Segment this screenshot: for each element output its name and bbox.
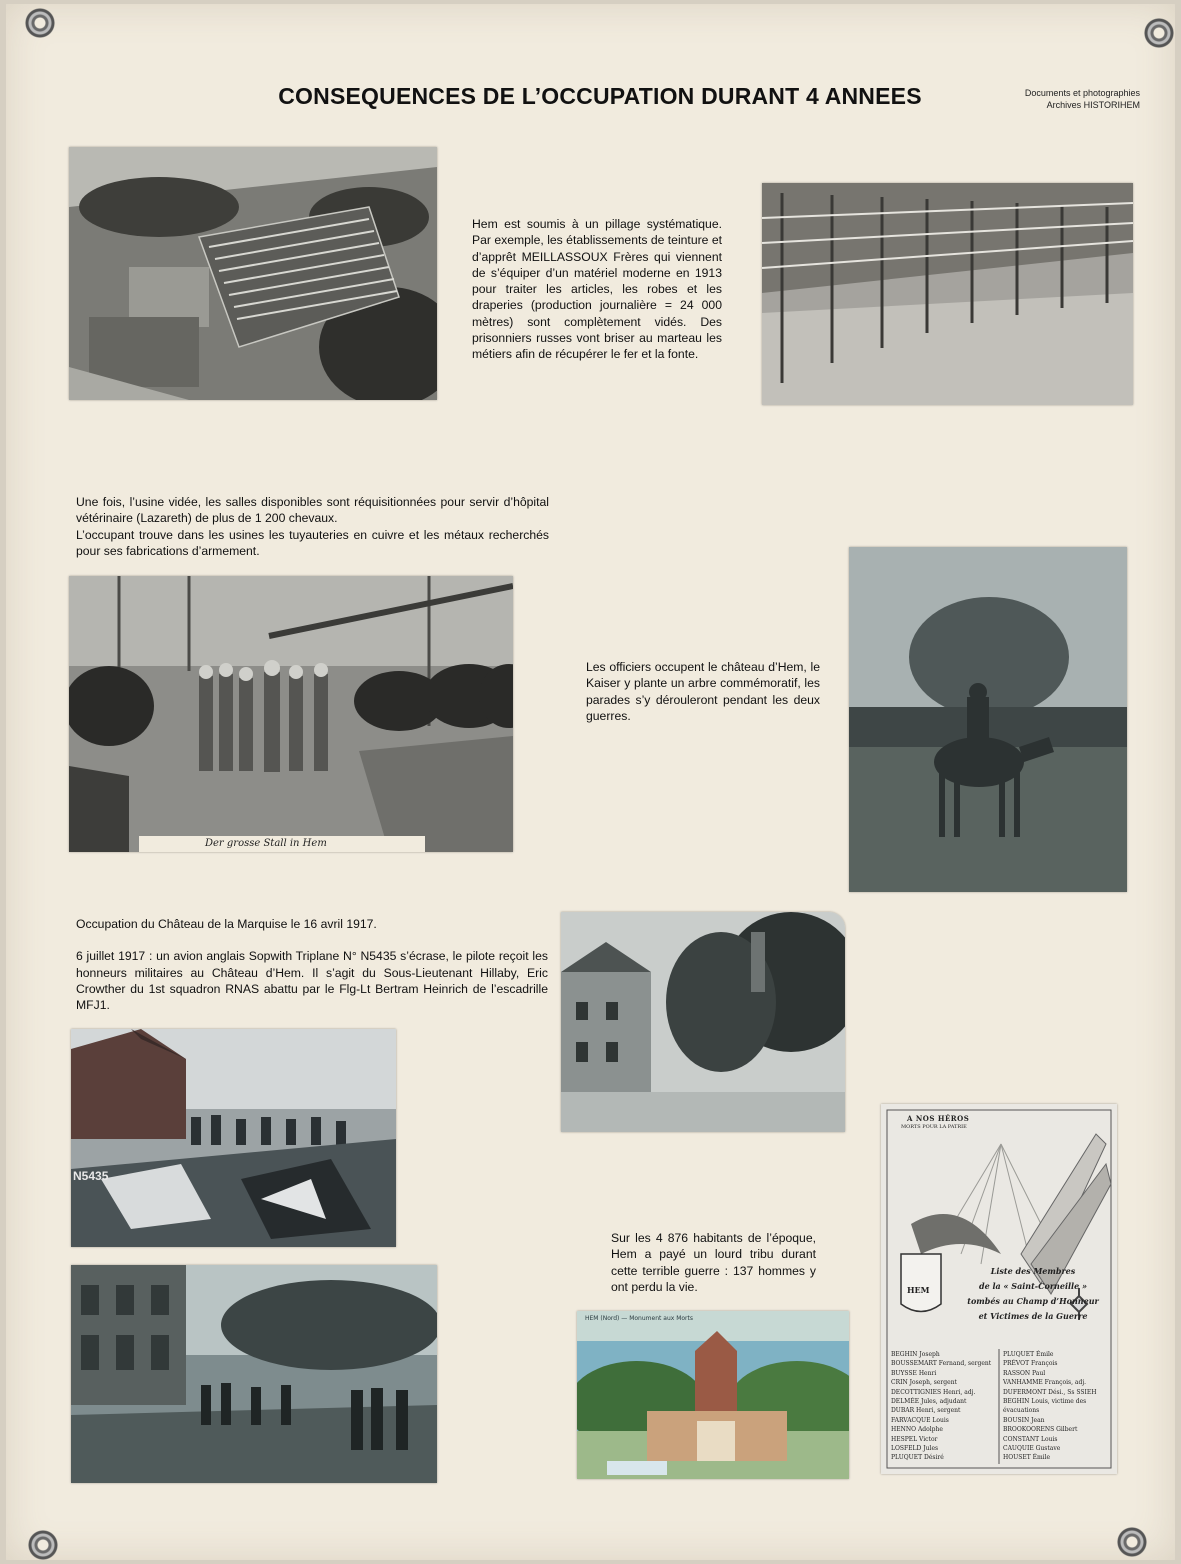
grommet-bottom-left [28,1530,58,1560]
usine-paragraph-1: Une fois, l’usine vidée, les salles disponibles sont réquisitionnées pour servir d’hôpital vétérinaire (Lazareth) de plus de 1 200 chevaux. [76,495,549,526]
habitants-text: Sur les 4 876 habitants de l’époque, Hem a payé un lourd tribu durant cette terrible guerre : 137 hommes y ont perdu la vie. [611,1231,816,1294]
military-honours-photo [71,1265,437,1483]
plaque-names-left [891,1350,999,1463]
plaque-name: CONSTANT Louis [1003,1435,1058,1443]
usine-paragraph-2: L’occupant trouve dans les usines les tuyauteries en cuivre et les métaux recherchés pour ses fabrications d’armement. [76,527,549,558]
kaiser-parade-photo [849,547,1127,892]
plaque-name: LOSFELD Jules [891,1445,939,1453]
plaque-name: PRÉVOT François [1003,1360,1058,1368]
plaque-name: HENNO Adolphe [891,1426,943,1434]
plaque-list-title [953,1264,1113,1324]
pillage-text: Hem est soumis à un pillage systématique. Par exemple, les établissements de teinture et d’apprêt MEILLASSOUX Frères qui viennent de s’équiper d’un matériel moderne en 1913 pour traiter les articles, les robes et les draperies (production journalière = 24 000 mètres) sont complètement vidés. Des prisonniers russes vont briser au marteau les métiers afin de récupérer le fer et la fonte. [472,217,722,362]
stable-photo-caption: Der grosse Stall in Hem [139,836,425,852]
plaque-list-title-line-2: de la « Saint-Corneille » [979,1281,1087,1291]
veterinary-stable-photo [69,576,513,852]
plaque-shield-label: HEM [907,1285,930,1295]
plaque-name: DUBAR Henri, sergent [891,1407,961,1415]
plaque-names-right [1003,1350,1113,1463]
plaque-name: BEGHIN Joseph [891,1351,940,1358]
plaque-name: VANHAMME François, adj. [1003,1379,1087,1387]
plaque-name: BUYSSE Henri [891,1369,937,1377]
plaque-name: DUFERMONT Dési., Ss SSIEH [1003,1388,1097,1396]
grommet-bottom-right [1117,1527,1147,1557]
page-title: CONSEQUENCES DE L’OCCUPATION DURANT 4 ANNEES [278,83,922,109]
avion-paragraph: 6 juillet 1917 : un avion anglais Sopwith Triplane N° N5435 s’écrase, le pilote reçoit les honneurs militaires au Château d’Hem. Il s’agit du Sous-Lieutenant Hillaby, Eric Crowther du 1st squadron RNAS abattu par le Flg-Lt Bertram Heinrich de l’escadrille MFJ1. [76,949,548,1013]
chateau-avion-text [76,916,548,1013]
officiers-text: Les officiers occupent le château d’Hem, le Kaiser y plante un arbre commémoratif, les parades s’y dérouleront pendant les deux guerres. [586,660,820,723]
credit-block [940,87,1140,111]
credit-line-2: Archives HISTORIHEM [1046,100,1140,110]
plaque-heading: A NOS HÉROS [907,1114,970,1123]
grommet-top-left [25,8,55,38]
plaque-name: BEGHIN Louis, victime des évacuations [1003,1398,1087,1415]
usine-text [76,494,549,559]
plaque-name: DECOTTIGNIES Henri, adj. [891,1388,976,1396]
grommet-top-right [1144,18,1174,48]
plaque-list-title-line-1: Liste des Membres [990,1266,1076,1276]
memorial-roll-plaque [881,1104,1117,1474]
chateau-marquise-photo [561,912,845,1132]
credit-line-1: Documents et photographies [1024,88,1140,98]
plaque-name: HOUSET Émile [1003,1454,1051,1462]
plaque-name: CAUQUIE Gustave [1003,1445,1061,1453]
postcard-caption: HEM (Nord) — Monument aux Morts [585,1315,693,1322]
plaque-name: RASSON Paul [1003,1369,1046,1377]
war-memorial-postcard [577,1311,849,1479]
plaque-name: DELMÉE Jules, adjudant [891,1398,967,1406]
plaque-name: CRIN Joseph, sergent [891,1379,957,1387]
plane-serial-marking: N5435 [73,1169,109,1183]
plaque-list-title-line-4: et Victimes de la Guerre [978,1311,1088,1321]
plaque-name: BOUSSEMART Fernand, sergent [891,1360,992,1368]
plaque-name: BROOKOORENS Gilbert [1003,1426,1078,1434]
plaque-name: PLUQUET Émile [1003,1351,1054,1358]
empty-factory-hall-photo [762,183,1133,405]
plaque-subheading: MORTS POUR LA PATRIE [901,1124,967,1130]
plaque-name: FARVACQUE Louis [891,1416,949,1424]
chateau-paragraph: Occupation du Château de la Marquise le 16 avril 1917. [76,917,377,931]
plaque-name: PLUQUET Désiré [891,1454,944,1462]
aerial-factory-photo [69,147,437,400]
plaque-list-title-line-3: tombés au Champ d’Honneur [967,1296,1099,1306]
plaque-name: BOUSIN Jean [1003,1416,1045,1424]
plane-crash-photo [71,1029,396,1247]
plaque-name: HESPEL Victor [891,1435,938,1443]
